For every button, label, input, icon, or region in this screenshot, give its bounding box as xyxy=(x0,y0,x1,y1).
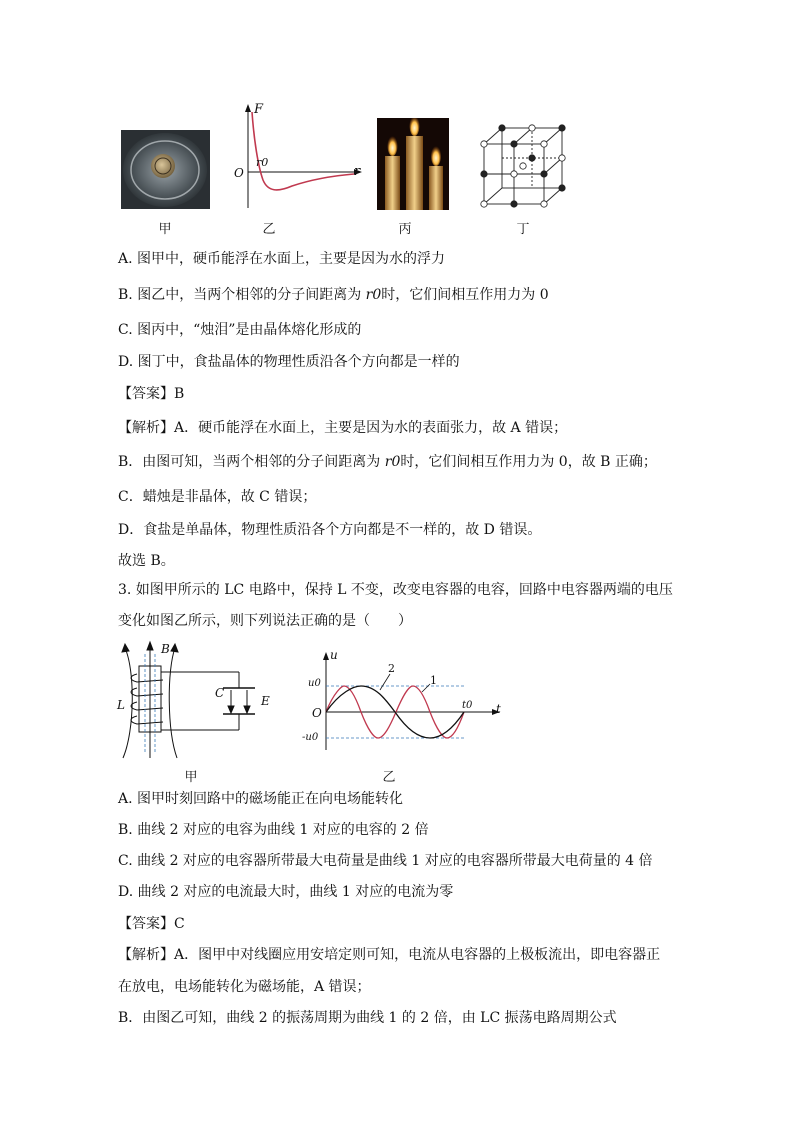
q2-explanation-c: C．蜡烛是非晶体，故 C 错误； xyxy=(118,489,317,505)
caption-yi: 乙 xyxy=(262,222,276,237)
symbol-r0: r0 xyxy=(384,454,401,470)
label-t0: t0 xyxy=(462,700,473,711)
label-E: E xyxy=(261,694,270,708)
curve-label-2: 2 xyxy=(388,662,395,675)
label-u0: u0 xyxy=(308,678,321,689)
q3-option-d: D. 曲线 2 对应的电流最大时，曲线 1 对应的电流为零 xyxy=(118,884,454,900)
q2-option-b: B. 图乙中，当两个相邻的分子间距离为 r0时，它们间相互作用力为 0 xyxy=(118,287,549,303)
candles-photo xyxy=(377,118,449,210)
force-distance-graph xyxy=(230,100,370,215)
q3-answer: 【答案】C xyxy=(118,916,185,932)
salt-crystal-lattice xyxy=(478,122,568,210)
q3-explanation-line3: B．由图乙可知，曲线 2 的振荡周期为曲线 1 的 2 倍，由 LC 振荡电路周期公式 xyxy=(118,1010,617,1026)
q3-explanation-line1: 【解析】A．图甲中对线圈应用安培定则可知，电流从电容器的上极板流出，即电容器正 xyxy=(118,947,661,963)
axis-label-t: t xyxy=(496,702,501,716)
caption-jia: 甲 xyxy=(158,222,172,237)
axis-label-O: O xyxy=(234,166,244,180)
axis-label-O: O xyxy=(312,706,322,720)
q2-explanation-d: D．食盐是单晶体，物理性质沿各个方向都是不一样的，故 D 错误。 xyxy=(118,522,542,538)
symbol-r0: r0 xyxy=(365,287,382,303)
q3-explanation-line2: 在放电，电场能转化为磁场能，A 错误； xyxy=(118,979,371,995)
q3-stem-line2: 变化如图乙所示，则下列说法正确的是（ ） xyxy=(118,613,412,629)
q3-stem-line1: 3. 如图甲所示的 LC 电路中，保持 L 不变，改变电容器的电容，回路中电容器两端的电压 xyxy=(118,582,673,598)
q2-explanation-a: 【解析】A．硬币能浮在水面上，主要是因为水的表面张力，故 A 错误； xyxy=(118,420,568,436)
q2-answer: 【答案】B xyxy=(118,386,185,402)
caption-ding: 丁 xyxy=(516,222,530,237)
q3-option-c: C. 曲线 2 对应的电容器所带最大电荷量是曲线 1 对应的电容器所带最大电荷量的 4 倍 xyxy=(118,853,653,869)
axis-label-r: r xyxy=(354,164,361,179)
q2-option-d: D. 图丁中，食盐晶体的物理性质沿各个方向都是一样的 xyxy=(118,354,460,370)
lc-circuit-diagram xyxy=(115,640,285,762)
label-L: L xyxy=(117,698,125,712)
axis-label-u: u xyxy=(330,648,338,662)
label-C: C xyxy=(215,686,225,700)
coin-on-water-photo xyxy=(121,130,210,209)
voltage-time-graph xyxy=(302,648,506,754)
q2-option-a: A. 图甲中，硬币能浮在水面上，主要是因为水的浮力 xyxy=(118,251,446,267)
q2-explanation-b: B．由图可知，当两个相邻的分子间距离为 r0时，它们间相互作用力为 0，故 B 正确； xyxy=(118,454,657,470)
label-B: B xyxy=(161,642,170,656)
q3-option-a: A. 图甲时刻回路中的磁场能正在向电场能转化 xyxy=(118,791,404,807)
curve-label-1: 1 xyxy=(430,674,437,687)
q2-conclusion: 故选 B。 xyxy=(118,553,175,569)
caption-circuit-jia: 甲 xyxy=(184,770,198,785)
caption-graph-yi: 乙 xyxy=(382,770,396,785)
q2-option-c: C. 图丙中，“烛泪”是由晶体熔化形成的 xyxy=(118,322,362,338)
caption-bing: 丙 xyxy=(398,222,412,237)
label-neg-u0: -u0 xyxy=(302,732,319,743)
q3-option-b: B. 曲线 2 对应的电容为曲线 1 对应的电容的 2 倍 xyxy=(118,822,429,838)
label-r0: r0 xyxy=(256,156,269,169)
axis-label-F: F xyxy=(254,102,264,117)
